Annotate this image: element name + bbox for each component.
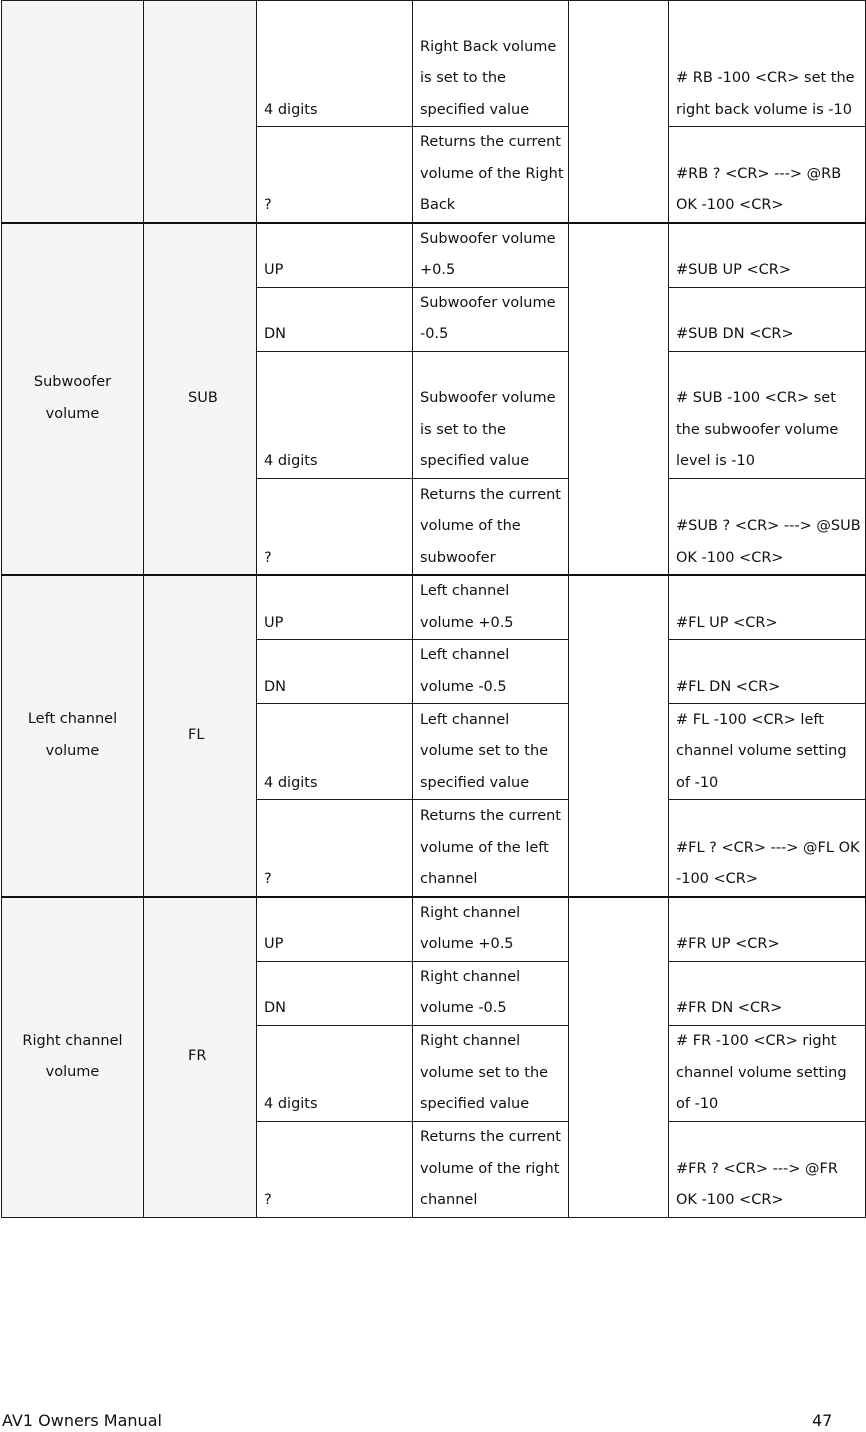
function-name-cell: Right channel volume (2, 897, 144, 1218)
function-name-cell: Subwoofer volume (2, 223, 144, 576)
description-cell: Returns the current volume of the left channel (413, 800, 569, 897)
parameter-cell: UP (257, 897, 413, 962)
description-cell: Right channel volume set to the specified value (413, 1025, 569, 1121)
parameter-cell: ? (257, 478, 413, 575)
description-cell: Returns the current volume of the subwoofer (413, 478, 569, 575)
table-row (2, 897, 866, 962)
example-cell: #FR ? <CR> ---> @FR OK -100 <CR> (669, 1121, 866, 1217)
description-cell: Right channel volume -0.5 (413, 961, 569, 1025)
parameter-cell: UP (257, 223, 413, 288)
parameter-cell: DN (257, 640, 413, 704)
description-cell: Right channel volume +0.5 (413, 897, 569, 962)
example-cell: # FR -100 <CR> right channel volume setting of -10 (669, 1025, 866, 1121)
parameter-cell: 4 digits (257, 1025, 413, 1121)
function-name-cell (2, 1, 144, 223)
command-code-cell: FL (144, 575, 257, 897)
parameter-cell: 4 digits (257, 351, 413, 478)
example-cell: #FR DN <CR> (669, 961, 866, 1025)
table-row (2, 223, 866, 288)
function-name-cell: Left channel volume (2, 575, 144, 897)
empty-cell (569, 1, 669, 223)
table-row (2, 1, 866, 127)
example-cell: # FL -100 <CR> left channel volume setting of -10 (669, 704, 866, 800)
example-cell: #FL UP <CR> (669, 575, 866, 640)
table-row (2, 575, 866, 640)
example-cell: #SUB DN <CR> (669, 287, 866, 351)
description-cell: Returns the current volume of the right channel (413, 1121, 569, 1217)
empty-cell (569, 575, 669, 897)
description-cell: Subwoofer volume +0.5 (413, 223, 569, 288)
empty-cell (569, 897, 669, 1218)
parameter-cell: UP (257, 575, 413, 640)
command-code-cell (144, 1, 257, 223)
description-cell: Subwoofer volume is set to the specified value (413, 351, 569, 478)
parameter-cell: ? (257, 800, 413, 897)
command-code-cell: FR (144, 897, 257, 1218)
example-cell: #RB ? <CR> ---> @RB OK -100 <CR> (669, 127, 866, 223)
description-cell: Right Back volume is set to the specified value (413, 1, 569, 127)
command-code-cell: SUB (144, 223, 257, 576)
parameter-cell: ? (257, 127, 413, 223)
page-number: 47 (812, 1411, 833, 1430)
parameter-cell: DN (257, 961, 413, 1025)
description-cell: Left channel volume +0.5 (413, 575, 569, 640)
command-table (1, 0, 866, 1218)
parameter-cell: ? (257, 1121, 413, 1217)
description-cell: Left channel volume set to the specified value (413, 704, 569, 800)
example-cell: #FL DN <CR> (669, 640, 866, 704)
empty-cell (569, 223, 669, 576)
example-cell: #FL ? <CR> ---> @FL OK -100 <CR> (669, 800, 866, 897)
description-cell: Subwoofer volume -0.5 (413, 287, 569, 351)
description-cell: Returns the current volume of the Right Back (413, 127, 569, 223)
description-cell: Left channel volume -0.5 (413, 640, 569, 704)
parameter-cell: 4 digits (257, 1, 413, 127)
manual-title: AV1 Owners Manual (2, 1411, 162, 1430)
parameter-cell: DN (257, 287, 413, 351)
example-cell: #SUB UP <CR> (669, 223, 866, 288)
parameter-cell: 4 digits (257, 704, 413, 800)
example-cell: #FR UP <CR> (669, 897, 866, 962)
example-cell: # RB -100 <CR> set the right back volume is -10 (669, 1, 866, 127)
example-cell: # SUB -100 <CR> set the subwoofer volume level is -10 (669, 351, 866, 478)
example-cell: #SUB ? <CR> ---> @SUB OK -100 <CR> (669, 478, 866, 575)
